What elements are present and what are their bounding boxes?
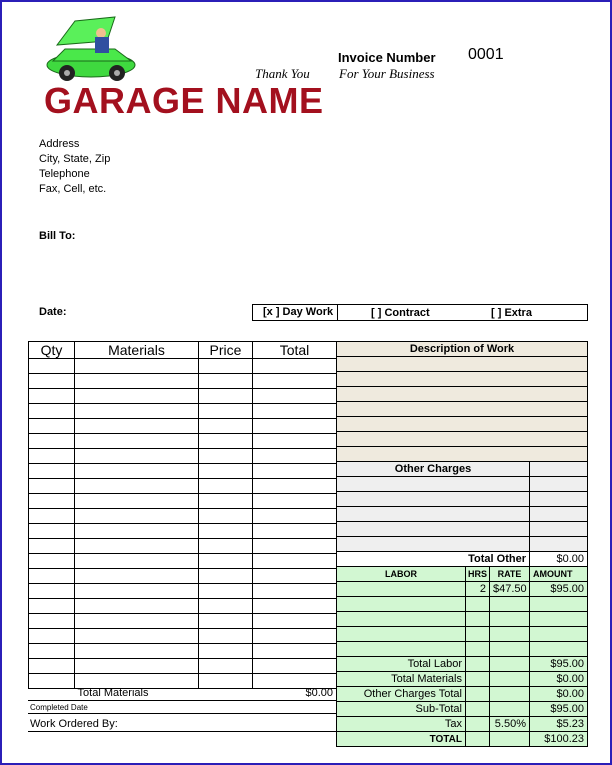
- table-cell[interactable]: [29, 434, 75, 449]
- table-cell[interactable]: [29, 419, 75, 434]
- table-cell[interactable]: [29, 629, 75, 644]
- table-cell[interactable]: [29, 554, 75, 569]
- work-ordered-by-label: Work Ordered By:: [30, 718, 118, 730]
- table-cell[interactable]: [29, 644, 75, 659]
- table-row[interactable]: [337, 447, 588, 462]
- divider: [28, 713, 336, 714]
- table-cell[interactable]: [75, 434, 199, 449]
- table-cell[interactable]: [199, 644, 253, 659]
- table-cell[interactable]: [199, 614, 253, 629]
- table-row[interactable]: [337, 612, 588, 627]
- table-row[interactable]: [337, 597, 588, 612]
- invoice-number-label: Invoice Number: [338, 50, 436, 65]
- other-charges-amount-header: [530, 462, 588, 477]
- table-row[interactable]: [29, 404, 337, 419]
- table-row[interactable]: [29, 599, 337, 614]
- table-row[interactable]: [337, 432, 588, 447]
- address-line[interactable]: Address: [39, 138, 80, 150]
- summary-total-materials-row: [337, 672, 588, 687]
- table-cell[interactable]: [253, 374, 337, 389]
- subtotal-label: Sub-Total: [337, 702, 466, 717]
- table-row[interactable]: [29, 449, 337, 464]
- table-cell[interactable]: [29, 614, 75, 629]
- table-cell[interactable]: [29, 524, 75, 539]
- cell: [466, 702, 490, 717]
- table-cell[interactable]: [75, 389, 199, 404]
- table-cell[interactable]: [337, 417, 588, 432]
- table-cell[interactable]: [75, 464, 199, 479]
- table-cell[interactable]: [530, 492, 588, 507]
- table-row[interactable]: [29, 539, 337, 554]
- tax-rate[interactable]: 5.50%: [490, 717, 530, 732]
- table-cell[interactable]: [29, 584, 75, 599]
- contract-checkbox[interactable]: [ ] Contract: [371, 307, 430, 319]
- table-cell[interactable]: [75, 449, 199, 464]
- table-cell[interactable]: [337, 522, 530, 537]
- table-cell[interactable]: [75, 569, 199, 584]
- table-cell[interactable]: [75, 359, 199, 374]
- table-row[interactable]: [29, 659, 337, 674]
- table-cell[interactable]: [75, 659, 199, 674]
- labor-hrs[interactable]: 2: [466, 582, 490, 597]
- telephone[interactable]: Telephone: [39, 168, 90, 180]
- table-cell[interactable]: [75, 419, 199, 434]
- materials-header-row: [29, 342, 337, 359]
- tax-label: Tax: [337, 717, 466, 732]
- hrs-header: HRS: [466, 567, 490, 582]
- table-cell[interactable]: [253, 389, 337, 404]
- table-row[interactable]: [337, 372, 588, 387]
- table-cell[interactable]: [253, 359, 337, 374]
- total-materials-label: Total Materials: [77, 687, 149, 699]
- other-charges-total-value: $0.00: [530, 687, 588, 702]
- table-cell[interactable]: [466, 642, 490, 657]
- table-cell[interactable]: [199, 509, 253, 524]
- table-row[interactable]: [29, 494, 337, 509]
- table-cell[interactable]: [199, 404, 253, 419]
- table-cell[interactable]: [29, 494, 75, 509]
- table-row[interactable]: [337, 417, 588, 432]
- table-cell[interactable]: [75, 614, 199, 629]
- table-cell[interactable]: [466, 597, 490, 612]
- cell: [490, 657, 530, 672]
- table-cell[interactable]: [29, 464, 75, 479]
- total-other-value: $0.00: [530, 552, 588, 567]
- table-cell[interactable]: [337, 597, 466, 612]
- table-cell[interactable]: [530, 627, 588, 642]
- materials-table: [28, 341, 337, 689]
- labor-amount: $95.00: [530, 582, 588, 597]
- table-cell[interactable]: [199, 569, 253, 584]
- table-cell[interactable]: [253, 659, 337, 674]
- subtotal-row: [337, 702, 588, 717]
- total-labor-row: [337, 657, 588, 672]
- table-cell[interactable]: [199, 674, 253, 689]
- table-cell[interactable]: [29, 449, 75, 464]
- table-cell[interactable]: [199, 599, 253, 614]
- labor-description[interactable]: [337, 582, 466, 597]
- table-cell[interactable]: [253, 644, 337, 659]
- table-cell[interactable]: [75, 539, 199, 554]
- table-row[interactable]: [29, 614, 337, 629]
- table-row[interactable]: [29, 584, 337, 599]
- table-cell[interactable]: [337, 357, 588, 372]
- table-cell[interactable]: [29, 599, 75, 614]
- table-cell[interactable]: [530, 612, 588, 627]
- grand-total-row: [337, 732, 588, 747]
- completed-date-label: Completed Date: [30, 703, 88, 712]
- city-state-zip[interactable]: City, State, Zip: [39, 153, 111, 165]
- table-cell[interactable]: [29, 404, 75, 419]
- table-cell[interactable]: [337, 477, 530, 492]
- table-cell[interactable]: [199, 374, 253, 389]
- other-charges-header: Other Charges: [337, 462, 530, 477]
- day-work-checkbox[interactable]: [x ] Day Work: [263, 306, 334, 318]
- subtotal-value: $95.00: [530, 702, 588, 717]
- table-cell[interactable]: [199, 359, 253, 374]
- table-cell[interactable]: [253, 419, 337, 434]
- tax-row: [337, 717, 588, 732]
- table-cell[interactable]: [530, 597, 588, 612]
- table-cell[interactable]: [199, 554, 253, 569]
- table-cell[interactable]: [29, 569, 75, 584]
- table-cell[interactable]: [253, 464, 337, 479]
- table-cell[interactable]: [337, 612, 466, 627]
- table-row[interactable]: [337, 522, 588, 537]
- divider: [28, 700, 336, 701]
- for-business-text: For Your Business: [339, 66, 435, 81]
- table-cell[interactable]: [253, 524, 337, 539]
- table-cell[interactable]: [490, 597, 530, 612]
- table-cell[interactable]: [490, 627, 530, 642]
- other-charges-total-label: Other Charges Total: [337, 687, 466, 702]
- table-row[interactable]: [29, 554, 337, 569]
- table-cell[interactable]: [199, 449, 253, 464]
- table-cell[interactable]: [337, 537, 530, 552]
- date-label: Date:: [39, 306, 67, 318]
- tax-value: $5.23: [530, 717, 588, 732]
- table-cell[interactable]: [199, 389, 253, 404]
- table-cell[interactable]: [75, 644, 199, 659]
- table-cell[interactable]: [75, 374, 199, 389]
- table-cell[interactable]: [253, 404, 337, 419]
- total-other-row: [337, 552, 588, 567]
- table-row[interactable]: [29, 509, 337, 524]
- table-cell[interactable]: [75, 509, 199, 524]
- work-type-box: [252, 304, 588, 321]
- description-header: Description of Work: [337, 342, 588, 357]
- table-cell[interactable]: [199, 659, 253, 674]
- table-cell[interactable]: [490, 642, 530, 657]
- table-cell[interactable]: [337, 402, 588, 417]
- invoice-number[interactable]: 0001: [468, 46, 504, 63]
- labor-row[interactable]: [337, 582, 588, 597]
- table-cell[interactable]: [199, 494, 253, 509]
- cell: [466, 717, 490, 732]
- table-cell[interactable]: [337, 447, 588, 462]
- table-row[interactable]: [337, 507, 588, 522]
- labor-rate[interactable]: $47.50: [490, 582, 530, 597]
- table-cell[interactable]: [75, 404, 199, 419]
- divider: [28, 731, 336, 732]
- bill-to-label: Bill To:: [39, 230, 76, 242]
- table-cell[interactable]: [337, 642, 466, 657]
- table-cell[interactable]: [75, 584, 199, 599]
- summary-total-materials-value: $0.00: [530, 672, 588, 687]
- table-row[interactable]: [29, 524, 337, 539]
- table-cell[interactable]: [29, 389, 75, 404]
- table-row[interactable]: [337, 627, 588, 642]
- table-cell[interactable]: [337, 387, 588, 402]
- table-cell[interactable]: [29, 479, 75, 494]
- description-header-row: [337, 342, 588, 357]
- table-cell[interactable]: [530, 507, 588, 522]
- cell: [466, 687, 490, 702]
- cell: [466, 657, 490, 672]
- table-row[interactable]: [337, 537, 588, 552]
- table-cell[interactable]: [29, 359, 75, 374]
- table-cell[interactable]: [530, 537, 588, 552]
- table-cell[interactable]: [253, 494, 337, 509]
- table-row[interactable]: [29, 434, 337, 449]
- table-cell[interactable]: [75, 554, 199, 569]
- table-row[interactable]: [337, 402, 588, 417]
- table-cell[interactable]: [29, 539, 75, 554]
- table-cell[interactable]: [253, 584, 337, 599]
- table-cell[interactable]: [29, 659, 75, 674]
- car-mechanic-logo: [45, 15, 137, 83]
- table-cell[interactable]: [337, 627, 466, 642]
- table-row[interactable]: [337, 387, 588, 402]
- materials-header: Materials: [75, 342, 199, 359]
- table-row[interactable]: [337, 477, 588, 492]
- table-cell[interactable]: [199, 434, 253, 449]
- summary-total-materials-label: Total Materials: [337, 672, 466, 687]
- table-row[interactable]: [337, 492, 588, 507]
- table-cell[interactable]: [530, 477, 588, 492]
- total-header: Total: [253, 342, 337, 359]
- table-cell[interactable]: [253, 569, 337, 584]
- table-cell[interactable]: [75, 494, 199, 509]
- rate-header: RATE: [490, 567, 530, 582]
- table-row[interactable]: [29, 389, 337, 404]
- table-cell[interactable]: [490, 612, 530, 627]
- table-cell[interactable]: [199, 629, 253, 644]
- cell: [466, 732, 490, 747]
- table-cell[interactable]: [466, 612, 490, 627]
- labor-header: LABOR: [337, 567, 466, 582]
- table-cell[interactable]: [75, 524, 199, 539]
- table-cell[interactable]: [199, 539, 253, 554]
- table-cell[interactable]: [75, 629, 199, 644]
- table-cell[interactable]: [75, 479, 199, 494]
- table-cell[interactable]: [253, 599, 337, 614]
- business-name: GARAGE NAME: [44, 80, 324, 121]
- cell: [490, 672, 530, 687]
- extra-checkbox[interactable]: [ ] Extra: [491, 307, 532, 319]
- table-cell[interactable]: [337, 372, 588, 387]
- table-cell[interactable]: [75, 599, 199, 614]
- table-cell[interactable]: [253, 509, 337, 524]
- table-row[interactable]: [29, 374, 337, 389]
- table-row[interactable]: [29, 479, 337, 494]
- table-cell[interactable]: [253, 479, 337, 494]
- fax-cell[interactable]: Fax, Cell, etc.: [39, 183, 107, 195]
- table-row[interactable]: [29, 569, 337, 584]
- table-cell[interactable]: [530, 642, 588, 657]
- table-cell[interactable]: [530, 522, 588, 537]
- cell: [490, 702, 530, 717]
- table-row[interactable]: [29, 464, 337, 479]
- table-cell[interactable]: [253, 629, 337, 644]
- table-row[interactable]: [337, 357, 588, 372]
- cell: [490, 732, 530, 747]
- labor-header-row: [337, 567, 588, 582]
- table-cell[interactable]: [29, 509, 75, 524]
- table-cell[interactable]: [253, 434, 337, 449]
- table-cell[interactable]: [199, 584, 253, 599]
- table-row[interactable]: [29, 419, 337, 434]
- table-cell[interactable]: [29, 374, 75, 389]
- table-cell[interactable]: [253, 554, 337, 569]
- table-cell[interactable]: [337, 507, 530, 522]
- total-materials-value: $0.00: [305, 687, 333, 699]
- price-header: Price: [199, 342, 253, 359]
- table-cell[interactable]: [199, 419, 253, 434]
- table-cell[interactable]: [253, 539, 337, 554]
- other-charges-total-row: [337, 687, 588, 702]
- table-cell[interactable]: [466, 627, 490, 642]
- grand-total-value: $100.23: [530, 732, 588, 747]
- table-cell[interactable]: [337, 432, 588, 447]
- table-row[interactable]: [29, 644, 337, 659]
- table-row[interactable]: [29, 629, 337, 644]
- table-cell[interactable]: [199, 479, 253, 494]
- table-cell[interactable]: [253, 449, 337, 464]
- table-cell[interactable]: [199, 464, 253, 479]
- thank-you-text: Thank You: [255, 66, 310, 81]
- grand-total-label: TOTAL: [337, 732, 466, 747]
- table-cell[interactable]: [337, 492, 530, 507]
- table-cell[interactable]: [253, 614, 337, 629]
- total-labor-value: $95.00: [530, 657, 588, 672]
- other-charges-header-row: [337, 462, 588, 477]
- cell: [466, 672, 490, 687]
- divider: [337, 305, 338, 320]
- charges-table: [336, 341, 588, 747]
- total-labor-label: Total Labor: [337, 657, 466, 672]
- table-row[interactable]: [29, 359, 337, 374]
- qty-header: Qty: [29, 342, 75, 359]
- amount-header: AMOUNT: [530, 567, 588, 582]
- table-row[interactable]: [337, 642, 588, 657]
- total-other-label: Total Other: [337, 552, 530, 567]
- table-cell[interactable]: [199, 524, 253, 539]
- cell: [490, 687, 530, 702]
